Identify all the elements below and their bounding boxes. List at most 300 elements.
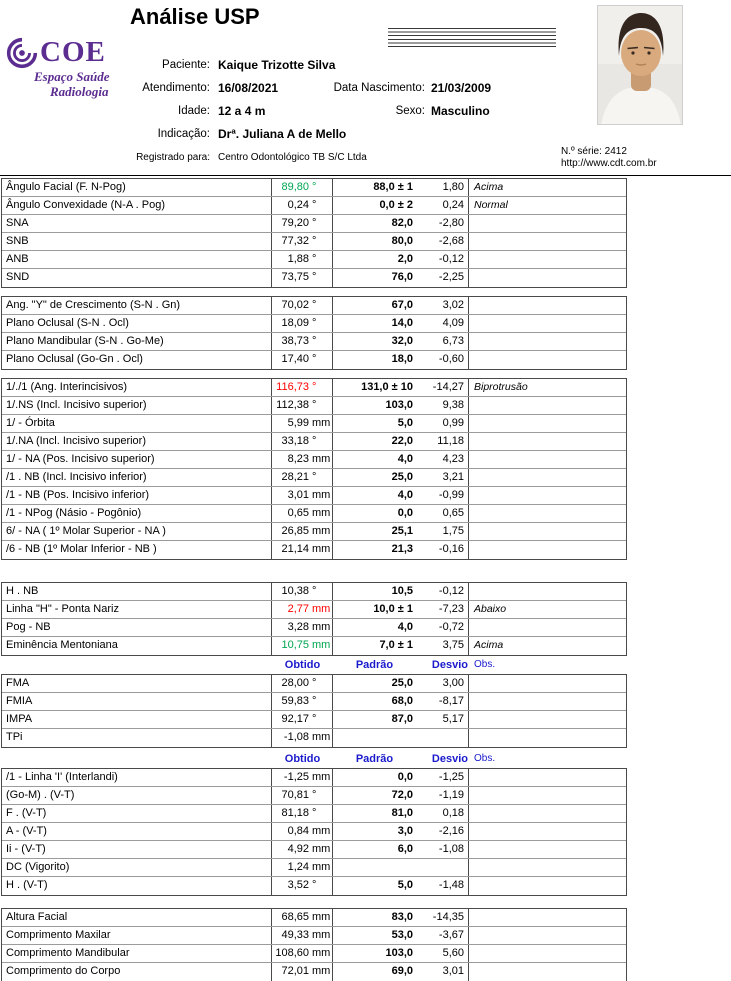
deviation-value: 3,01 bbox=[442, 965, 464, 977]
unit-label: mm bbox=[312, 525, 331, 537]
unit-label: ° bbox=[312, 271, 317, 283]
indication-value: Drª. Juliana A de Mello bbox=[218, 127, 347, 141]
standard-value: 80,0 bbox=[391, 235, 413, 247]
measurement-row bbox=[2, 523, 626, 541]
standard-value: 0,0 bbox=[397, 507, 413, 519]
observation-value bbox=[468, 469, 626, 486]
observation-value bbox=[468, 675, 626, 692]
obtained-value: 21,14 bbox=[281, 543, 309, 555]
measurement-name: IMPA bbox=[2, 711, 272, 728]
measurement-row bbox=[2, 233, 626, 251]
standard-value: 18,0 bbox=[391, 353, 413, 365]
obtained-value: 72,01 bbox=[281, 965, 309, 977]
measurement-section bbox=[1, 296, 627, 370]
obtained-cell bbox=[272, 711, 333, 728]
observation-value bbox=[468, 805, 626, 822]
standard-value: 103,0 bbox=[385, 399, 413, 411]
standard-value: 3,0 bbox=[397, 825, 413, 837]
observation-value bbox=[468, 451, 626, 468]
measurement-name: /1 . NB (Incl. Incisivo inferior) bbox=[2, 469, 272, 486]
obtained-value: 28,21 bbox=[281, 471, 309, 483]
obtained-value: 89,80 bbox=[281, 181, 309, 193]
measurement-section bbox=[1, 582, 627, 656]
unit-label: ° bbox=[312, 317, 317, 329]
measurement-name: FMIA bbox=[2, 693, 272, 710]
padrao-column-header: Padrão bbox=[355, 659, 394, 671]
unit-label: ° bbox=[312, 435, 317, 447]
measurement-name: H . (V-T) bbox=[2, 877, 272, 895]
unit-label: mm bbox=[312, 771, 331, 783]
unit-label: ° bbox=[312, 879, 317, 891]
page-title: Análise USP bbox=[130, 4, 260, 29]
measurement-row bbox=[2, 197, 626, 215]
measurement-name: /1 - NB (Pos. Incisivo inferior) bbox=[2, 487, 272, 504]
measurement-name: 6/ - NA ( 1º Molar Superior - NA ) bbox=[2, 523, 272, 540]
table-top-rule bbox=[0, 175, 731, 176]
obtained-cell bbox=[272, 397, 333, 414]
measurement-name: H . NB bbox=[2, 583, 272, 600]
logo-swirl-icon bbox=[6, 37, 38, 69]
obtained-cell bbox=[272, 859, 333, 876]
measurement-row bbox=[2, 909, 626, 927]
measurement-row bbox=[2, 433, 626, 451]
observation-value bbox=[468, 769, 626, 786]
obtained-value: 33,18 bbox=[281, 435, 309, 447]
observation-value bbox=[468, 251, 626, 268]
obtained-cell bbox=[272, 451, 333, 468]
deviation-value: -0,12 bbox=[438, 253, 464, 265]
standard-value: 25,0 bbox=[391, 677, 413, 689]
observation-value: Abaixo bbox=[468, 601, 626, 618]
observation-value bbox=[468, 333, 626, 350]
standard-value: 88,0 ± 1 bbox=[373, 181, 413, 193]
obtained-cell bbox=[272, 433, 333, 450]
measurement-row bbox=[2, 675, 626, 693]
obtained-cell bbox=[272, 619, 333, 636]
unit-label: ° bbox=[312, 807, 317, 819]
deviation-value: 5,60 bbox=[442, 947, 464, 959]
measurement-row bbox=[2, 583, 626, 601]
measurement-row bbox=[2, 859, 626, 877]
obtained-cell bbox=[272, 675, 333, 692]
obs-column-header: Obs. bbox=[474, 659, 496, 670]
deviation-value: -8,17 bbox=[438, 695, 464, 707]
obtained-cell bbox=[272, 379, 333, 396]
deviation-value bbox=[416, 859, 468, 876]
measurement-name: Pog - NB bbox=[2, 619, 272, 636]
measurement-name: 1/.NS (Incl. Incisivo superior) bbox=[2, 397, 272, 414]
registered-for-label: Registrado para: bbox=[136, 152, 210, 163]
measurement-name: (Go-M) . (V-T) bbox=[2, 787, 272, 804]
deviation-value: 3,75 bbox=[442, 639, 464, 651]
standard-value: 4,0 bbox=[397, 621, 413, 633]
obtained-cell bbox=[272, 823, 333, 840]
analysis-table bbox=[1, 178, 629, 981]
obtained-value: 116,73 bbox=[276, 381, 309, 393]
deviation-value: -1,25 bbox=[438, 771, 464, 783]
deviation-value: -0,16 bbox=[438, 543, 464, 555]
deviation-value: -1,48 bbox=[438, 879, 464, 891]
obtained-value: 17,40 bbox=[281, 353, 309, 365]
obtained-value: 18,09 bbox=[281, 317, 309, 329]
obtained-value: 10,75 bbox=[281, 639, 309, 651]
obtained-value: 38,73 bbox=[281, 335, 309, 347]
deviation-value: 3,00 bbox=[442, 677, 464, 689]
observation-value bbox=[468, 269, 626, 287]
measurement-name: ANB bbox=[2, 251, 272, 268]
obtained-value: 3,52 bbox=[287, 879, 309, 891]
patient-photo bbox=[597, 5, 683, 125]
unit-label: mm bbox=[312, 489, 331, 501]
standard-value: 7,0 ± 1 bbox=[379, 639, 413, 651]
deviation-value: 11,18 bbox=[437, 435, 464, 447]
obtained-value: 1,24 bbox=[287, 861, 309, 873]
measurement-row bbox=[2, 215, 626, 233]
measurement-name: Ii - (V-T) bbox=[2, 841, 272, 858]
obtained-value: 81,18 bbox=[281, 807, 309, 819]
obtained-value: 0,84 bbox=[287, 825, 309, 837]
unit-label: mm bbox=[312, 825, 331, 837]
measurement-name: FMA bbox=[2, 675, 272, 692]
standard-value: 14,0 bbox=[391, 317, 413, 329]
obtained-value: 26,85 bbox=[281, 525, 309, 537]
deviation-value: -1,19 bbox=[438, 789, 464, 801]
obtained-value: 1,88 bbox=[287, 253, 309, 265]
obtained-cell bbox=[272, 637, 333, 655]
deviation-value: -0,72 bbox=[438, 621, 464, 633]
attendance-date: 16/08/2021 bbox=[218, 81, 279, 95]
standard-value bbox=[333, 859, 416, 876]
standard-value: 76,0 bbox=[391, 271, 413, 283]
serial-number: N.º série: 2412 bbox=[561, 146, 627, 157]
observation-value bbox=[468, 945, 626, 962]
unit-label: ° bbox=[312, 471, 317, 483]
deviation-value: 6,73 bbox=[442, 335, 464, 347]
measurement-row bbox=[2, 379, 626, 397]
observation-value: Biprotrusão bbox=[468, 379, 626, 396]
measurement-name: 1/ - NA (Pos. Incisivo superior) bbox=[2, 451, 272, 468]
measurement-section bbox=[1, 908, 627, 981]
measurement-row bbox=[2, 711, 626, 729]
measurement-name: Comprimento do Corpo bbox=[2, 963, 272, 981]
observation-value bbox=[468, 877, 626, 895]
observation-value bbox=[468, 233, 626, 250]
measurement-name: SNA bbox=[2, 215, 272, 232]
obtained-value: 59,83 bbox=[281, 695, 309, 707]
deviation-value: -3,67 bbox=[438, 929, 464, 941]
observation-value bbox=[468, 297, 626, 314]
measurement-row bbox=[2, 505, 626, 523]
unit-label: ° bbox=[312, 335, 317, 347]
unit-label: ° bbox=[312, 713, 317, 725]
obtained-cell bbox=[272, 693, 333, 710]
obtained-value: 49,33 bbox=[281, 929, 309, 941]
measurement-row bbox=[2, 351, 626, 369]
measurement-row bbox=[2, 927, 626, 945]
measurement-name: SND bbox=[2, 269, 272, 287]
standard-value: 6,0 bbox=[397, 843, 413, 855]
measurement-row bbox=[2, 805, 626, 823]
obtained-cell bbox=[272, 215, 333, 232]
obtained-cell bbox=[272, 877, 333, 895]
unit-label: mm bbox=[312, 603, 331, 615]
deviation-value bbox=[416, 729, 468, 747]
measurement-name: F . (V-T) bbox=[2, 805, 272, 822]
observation-value bbox=[468, 397, 626, 414]
obtained-value: 0,65 bbox=[287, 507, 309, 519]
standard-value: 4,0 bbox=[397, 453, 413, 465]
obtained-cell bbox=[272, 315, 333, 332]
observation-value bbox=[468, 729, 626, 747]
obtained-value: 68,65 bbox=[281, 911, 309, 923]
unit-label: ° bbox=[312, 585, 317, 597]
name-column-header bbox=[1, 658, 272, 672]
sex-label: Sexo: bbox=[395, 105, 425, 117]
obtained-value: 70,81 bbox=[281, 789, 309, 801]
obtained-value: 4,92 bbox=[287, 843, 309, 855]
standard-value: 5,0 bbox=[397, 879, 413, 891]
observation-value bbox=[468, 415, 626, 432]
measurement-row bbox=[2, 963, 626, 981]
obtained-cell bbox=[272, 541, 333, 559]
measurement-row bbox=[2, 619, 626, 637]
measurement-row bbox=[2, 823, 626, 841]
obtained-cell bbox=[272, 415, 333, 432]
observation-value bbox=[468, 823, 626, 840]
unit-label: mm bbox=[312, 543, 331, 555]
measurement-section bbox=[1, 378, 627, 560]
observation-value: Acima bbox=[468, 179, 626, 196]
observation-value bbox=[468, 619, 626, 636]
column-header-row bbox=[1, 658, 627, 672]
observation-value bbox=[468, 541, 626, 559]
observation-value bbox=[468, 841, 626, 858]
deviation-value: -14,27 bbox=[432, 381, 464, 393]
unit-label: ° bbox=[312, 695, 317, 707]
header-decoration-lines bbox=[388, 28, 556, 48]
measurement-name: DC (Vigorito) bbox=[2, 859, 272, 876]
deviation-value: 3,02 bbox=[442, 299, 464, 311]
measurement-name: /1 - NPog (Násio - Pogônio) bbox=[2, 505, 272, 522]
obtained-value: -1,08 bbox=[283, 731, 309, 743]
deviation-value: 0,99 bbox=[442, 417, 464, 429]
standard-value: 21,3 bbox=[391, 543, 413, 555]
observation-value bbox=[468, 909, 626, 926]
measurement-row bbox=[2, 601, 626, 619]
obtained-value: 5,99 bbox=[287, 417, 309, 429]
deviation-value: 9,38 bbox=[442, 399, 464, 411]
logo-tagline-1: Espaço Saúde bbox=[34, 69, 110, 84]
measurement-row bbox=[2, 729, 626, 747]
obtido-column-header: Obtido bbox=[284, 659, 321, 671]
measurement-name: Plano Oclusal (S-N . Ocl) bbox=[2, 315, 272, 332]
observation-value: Acima bbox=[468, 637, 626, 655]
obtained-cell bbox=[272, 769, 333, 786]
measurement-row bbox=[2, 469, 626, 487]
unit-label: mm bbox=[312, 621, 331, 633]
deviation-value: 4,09 bbox=[442, 317, 464, 329]
obtained-cell bbox=[272, 841, 333, 858]
standard-value: 10,5 bbox=[391, 585, 413, 597]
measurement-name: Eminência Mentoniana bbox=[2, 637, 272, 655]
sex-value: Masculino bbox=[431, 104, 490, 118]
deviation-value: -14,35 bbox=[432, 911, 464, 923]
measurement-section bbox=[1, 768, 627, 896]
measurement-name: TPi bbox=[2, 729, 272, 747]
obtained-value: 79,20 bbox=[281, 217, 309, 229]
obtained-cell bbox=[272, 805, 333, 822]
measurement-row bbox=[2, 637, 626, 655]
unit-label: ° bbox=[312, 217, 317, 229]
measurement-row bbox=[2, 487, 626, 505]
deviation-value: 4,23 bbox=[442, 453, 464, 465]
measurement-name: 1/ - Órbita bbox=[2, 415, 272, 432]
deviation-value: 5,17 bbox=[442, 713, 464, 725]
unit-label: ° bbox=[312, 677, 317, 689]
measurement-row bbox=[2, 787, 626, 805]
obtained-cell bbox=[272, 729, 333, 747]
obtained-cell bbox=[272, 197, 333, 214]
measurement-name: /1 - Linha 'I' (Interlandi) bbox=[2, 769, 272, 786]
obtained-value: -1,25 bbox=[283, 771, 309, 783]
obtained-value: 28,00 bbox=[281, 677, 309, 689]
obtained-cell bbox=[272, 505, 333, 522]
measurement-row bbox=[2, 541, 626, 559]
observation-value: Normal bbox=[468, 197, 626, 214]
standard-value: 68,0 bbox=[391, 695, 413, 707]
observation-value bbox=[468, 215, 626, 232]
obtained-cell bbox=[272, 297, 333, 314]
measurement-name: Comprimento Maxilar bbox=[2, 927, 272, 944]
standard-value: 4,0 bbox=[397, 489, 413, 501]
unit-label: mm bbox=[312, 929, 331, 941]
obtained-cell bbox=[272, 787, 333, 804]
obtained-cell bbox=[272, 233, 333, 250]
measurement-row bbox=[2, 877, 626, 895]
obtained-cell bbox=[272, 963, 333, 981]
measurement-row bbox=[2, 945, 626, 963]
measurement-name: Ang. "Y" de Crescimento (S-N . Gn) bbox=[2, 297, 272, 314]
obtained-cell bbox=[272, 601, 333, 618]
observation-value bbox=[468, 315, 626, 332]
standard-value: 0,0 ± 2 bbox=[379, 199, 413, 211]
standard-value: 67,0 bbox=[391, 299, 413, 311]
measurement-row bbox=[2, 251, 626, 269]
deviation-value: -2,25 bbox=[438, 271, 464, 283]
unit-label: ° bbox=[312, 181, 317, 193]
measurement-row bbox=[2, 841, 626, 859]
unit-label: ° bbox=[312, 235, 317, 247]
observation-value bbox=[468, 963, 626, 981]
measurement-section bbox=[1, 674, 627, 748]
measurement-name: Ângulo Facial (F. N-Pog) bbox=[2, 179, 272, 196]
logo-acronym: COE bbox=[40, 36, 106, 68]
obtained-cell bbox=[272, 251, 333, 268]
unit-label: mm bbox=[312, 947, 331, 959]
unit-label: mm bbox=[312, 639, 331, 651]
deviation-value: 0,65 bbox=[442, 507, 464, 519]
obtained-value: 8,23 bbox=[287, 453, 309, 465]
unit-label: ° bbox=[312, 299, 317, 311]
obtained-cell bbox=[272, 351, 333, 369]
deviation-value: 1,75 bbox=[442, 525, 464, 537]
measurement-row bbox=[2, 397, 626, 415]
obtained-cell bbox=[272, 909, 333, 926]
obtained-value: 77,32 bbox=[281, 235, 309, 247]
logo-tagline-2: Radiologia bbox=[50, 84, 109, 99]
age-label: Idade: bbox=[178, 105, 210, 117]
website-url[interactable]: http://www.cdt.com.br bbox=[561, 158, 657, 169]
unit-label: mm bbox=[312, 507, 331, 519]
standard-value: 83,0 bbox=[391, 911, 413, 923]
desvio-column-header: Desvio bbox=[431, 753, 468, 765]
obtained-value: 112,38 bbox=[276, 399, 309, 411]
deviation-value: -0,60 bbox=[438, 353, 464, 365]
deviation-value: -1,08 bbox=[438, 843, 464, 855]
standard-value: 25,0 bbox=[391, 471, 413, 483]
observation-value bbox=[468, 927, 626, 944]
measurement-row bbox=[2, 451, 626, 469]
padrao-column-header: Padrão bbox=[355, 753, 394, 765]
unit-label: ° bbox=[312, 381, 317, 393]
standard-value: 72,0 bbox=[391, 789, 413, 801]
measurement-name: Plano Oclusal (Go-Gn . Ocl) bbox=[2, 351, 272, 369]
deviation-value: -0,99 bbox=[438, 489, 464, 501]
deviation-value: -0,12 bbox=[438, 585, 464, 597]
obtained-cell bbox=[272, 469, 333, 486]
obtained-cell bbox=[272, 487, 333, 504]
standard-value: 82,0 bbox=[391, 217, 413, 229]
standard-value: 131,0 ± 10 bbox=[361, 381, 413, 393]
standard-value: 5,0 bbox=[397, 417, 413, 429]
deviation-value: 3,21 bbox=[442, 471, 464, 483]
obtained-cell bbox=[272, 583, 333, 600]
obs-column-header: Obs. bbox=[474, 753, 496, 764]
deviation-value: -2,68 bbox=[438, 235, 464, 247]
standard-value bbox=[333, 729, 416, 747]
measurement-name: Altura Facial bbox=[2, 909, 272, 926]
obtained-cell bbox=[272, 523, 333, 540]
deviation-value: -2,80 bbox=[438, 217, 464, 229]
obtained-value: 70,02 bbox=[281, 299, 309, 311]
birthdate-value: 21/03/2009 bbox=[431, 81, 492, 95]
standard-value: 81,0 bbox=[391, 807, 413, 819]
standard-value: 32,0 bbox=[391, 335, 413, 347]
deviation-value: 0,18 bbox=[442, 807, 464, 819]
obtained-value: 3,01 bbox=[287, 489, 309, 501]
standard-value: 25,1 bbox=[391, 525, 413, 537]
obtido-column-header: Obtido bbox=[284, 753, 321, 765]
measurement-row bbox=[2, 297, 626, 315]
obtained-value: 108,60 bbox=[275, 947, 309, 959]
observation-value bbox=[468, 693, 626, 710]
measurement-row bbox=[2, 415, 626, 433]
obtained-value: 73,75 bbox=[281, 271, 309, 283]
column-header-row bbox=[1, 752, 627, 766]
observation-value bbox=[468, 711, 626, 728]
measurement-name: 1/.NA (Incl. Incisivo superior) bbox=[2, 433, 272, 450]
unit-label: mm bbox=[312, 843, 331, 855]
measurement-section bbox=[1, 178, 627, 288]
obtained-value: 0,24 bbox=[287, 199, 309, 211]
standard-value: 0,0 bbox=[397, 771, 413, 783]
unit-label: ° bbox=[312, 253, 317, 265]
observation-value bbox=[468, 523, 626, 540]
observation-value bbox=[468, 505, 626, 522]
obtained-cell bbox=[272, 333, 333, 350]
measurement-row bbox=[2, 179, 626, 197]
patient-photo-image bbox=[598, 6, 683, 125]
